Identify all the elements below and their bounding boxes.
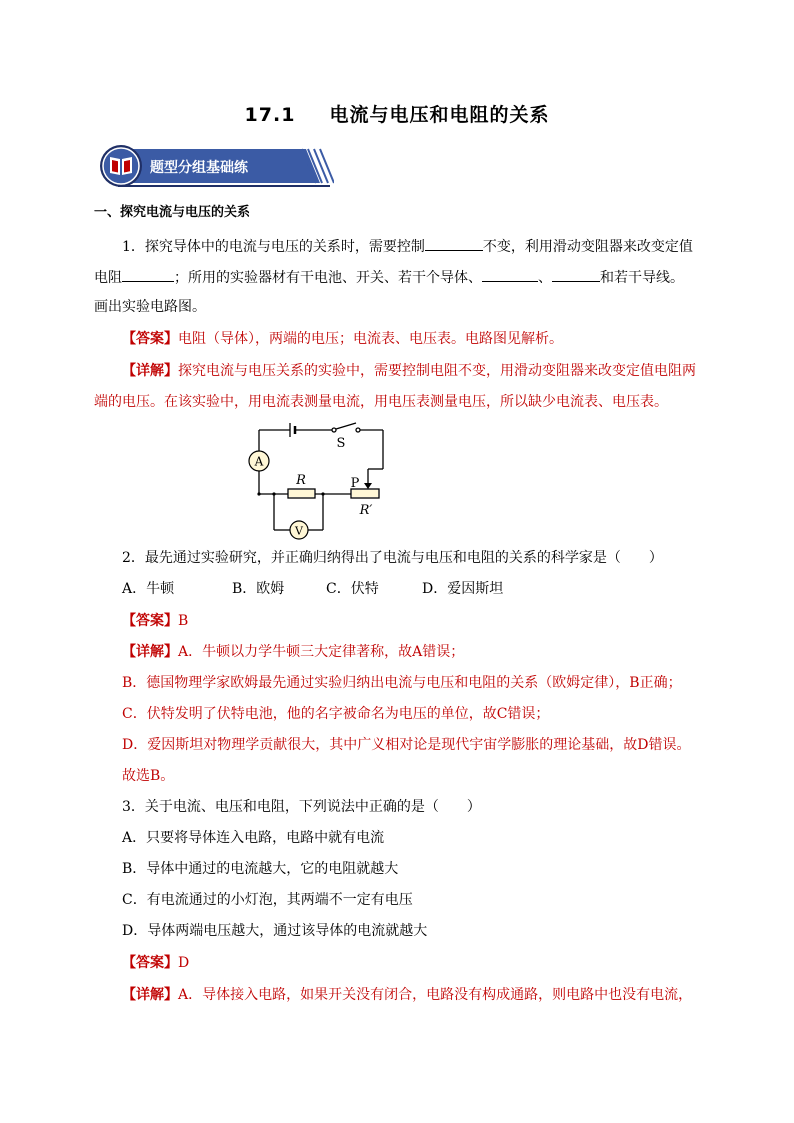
detail-tag: 【详解】 [122,644,178,660]
detail-tag: 【详解】 [122,363,178,379]
q2-options [122,579,503,599]
q2-detail-b: B．德国物理学家欧姆最先通过实验归纳出电流与电压和电阻的关系（欧姆定律），B正确； [122,675,682,691]
switch-label: S [336,436,346,451]
q2-detail-c: C．伏特发明了伏特电池，他的名字被命名为电压的单位，故C错误； [122,706,550,722]
voltmeter-label: V [295,524,303,538]
q3-option-c: C．有电流通过的小灯泡，其两端不一定有电压 [122,892,413,908]
part-heading: 一、探究电流与电压的关系 [94,205,251,220]
q3-detail-a [122,985,692,1005]
answer-text: D [178,955,190,971]
section-number: 17.1 [244,104,296,126]
q1-text: 不变，利用滑动变阻器来改变定值 [482,239,693,255]
q3-stem: 3．关于电流、电压和电阻，下列说法中正确的是（ ） [122,799,481,815]
detail-text: 探究电流与电压关系的实验中，需要控制电阻不变，用滑动变阻器来改变定值电阻两 [178,363,696,379]
ammeter-label: A [254,454,264,469]
page-title [0,100,794,127]
q1-text: ；所用的实验器材有干电池、开关、若干个导体、 [174,270,482,286]
q2-option-a: A．牛顿 [122,581,175,597]
answer-tag: 【答案】 [122,613,178,629]
detail-tag: 【详解】 [122,987,178,1003]
circuit-diagram [240,420,400,542]
q1-answer [122,329,563,349]
answer-text: 电阻（导体），两端的电压；电流表、电压表。电路图见解析。 [178,331,563,347]
q1-detail-1 [122,361,696,381]
q1-blank-2 [122,267,174,282]
q1-line-2 [94,267,684,288]
q1-line-3: 画出实验电路图。 [94,299,206,315]
q1-text: 1．探究导体中的电流与电压的关系时，需要控制 [122,239,425,255]
rheostat [352,490,378,497]
rheostat-label: R′ [359,503,373,518]
detail-text: A．导体接入电路，如果开关没有闭合，电路没有构成通路，则电路中也没有电流， [178,987,693,1003]
q2-conclusion: 故选B。 [122,768,175,784]
q3-option-a: A．只要将导体连入电路，电路中就有电流 [122,830,385,846]
resistor-label: R [296,473,306,488]
answer-tag: 【答案】 [122,331,178,347]
title-text: 电流与电压和电阻的关系 [329,104,550,126]
answer-text: B [178,613,189,629]
q2-option-d: D．爱因斯坦 [422,581,504,597]
q1-detail-2 [94,392,668,412]
q2-detail-a [122,642,464,662]
fixed-resistor [289,490,314,497]
q1-text: 和若干导线。 [600,270,684,286]
q1-blank-4 [552,267,600,282]
q1-blank-1 [425,236,483,251]
book-icon [107,153,135,179]
slider-label: P [350,476,360,491]
banner-label: 题型分组基础练 [150,160,248,176]
q3-option-d: D．导体两端电压越大，通过该导体的电流就越大 [122,923,428,939]
detail-text: A．牛顿以力学牛顿三大定律著称，故A错误； [178,644,465,660]
q1-blank-3 [482,267,538,282]
answer-tag: 【答案】 [122,955,178,971]
detail-text: 端的电压。在该实验中，用电流表测量电流，用电压表测量电压，所以缺少电流表、电压表。 [94,394,668,410]
q1-line-1 [122,236,693,257]
q3-option-b: B．导体中通过的电流越大，它的电阻就越大 [122,861,399,877]
section-banner [98,143,334,189]
q3-answer [122,953,189,973]
q2-stem: 2．最先通过实验研究，并正确归纳得出了电流与电压和电阻的关系的科学家是（ ） [122,550,663,566]
q2-option-b: B．欧姆 [232,581,285,597]
q1-text: 电阻 [94,270,122,286]
q2-answer [122,611,188,631]
q2-detail-d: D．爱因斯坦对物理学贡献很大，其中广义相对论是现代宇宙学膨胀的理论基础，故D错误。 [122,737,691,753]
q2-option-c: C．伏特 [326,581,379,597]
q1-text: 、 [538,270,552,286]
